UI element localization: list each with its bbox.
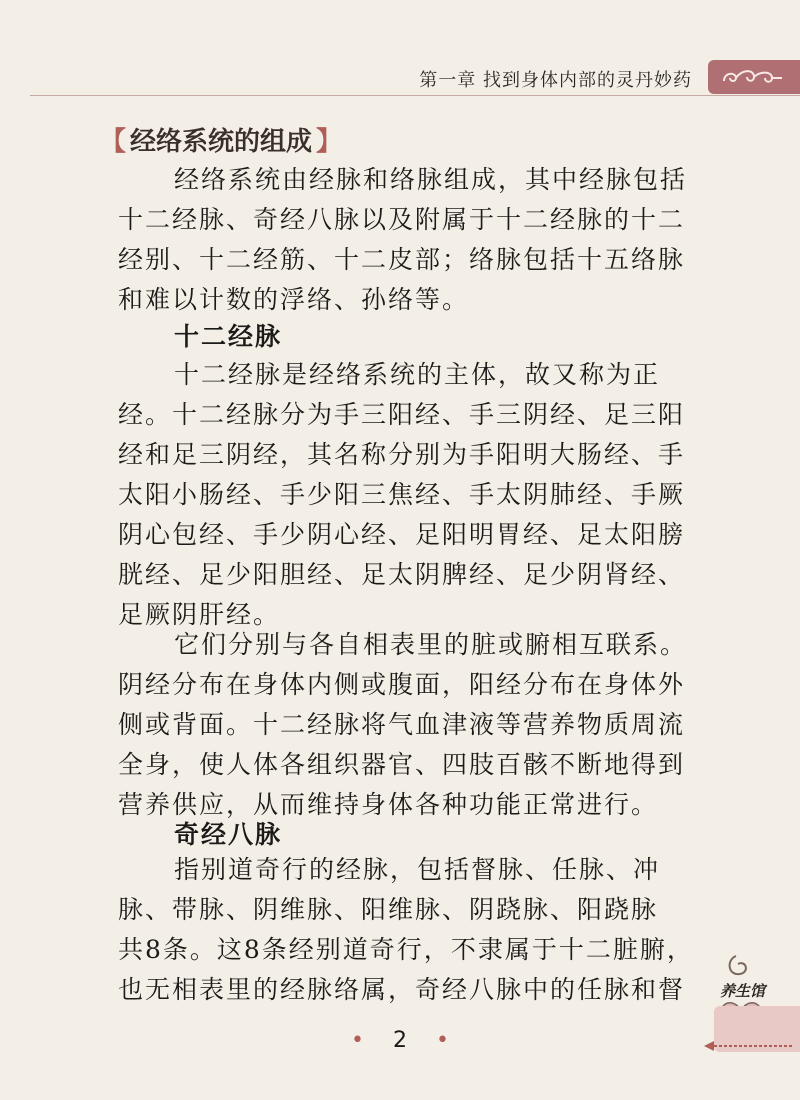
text-line: 经和足三阴经，其名称分别为手阳明大肠经、手 [118,440,686,469]
page-number-row [0,1028,800,1053]
text-line: 足厥阴肝经。 [118,600,281,629]
text-line: 它们分别与各自相表里的脏或腑相互联系。 [174,630,688,659]
text-line: 全身，使人体各组织器官、四肢百骸不断地得到 [118,750,686,779]
page-dot-left: • [351,1028,364,1053]
page-number: 2 [393,1028,407,1053]
text-line: 共8条。这8条经别道奇行，不隶属于十二脏腑， [118,935,694,964]
text-line: 指别道奇行的经脉，包括督脉、任脉、冲 [174,855,661,884]
text-line: 十二经脉、奇经八脉以及附属于十二经脉的十二 [118,205,686,234]
text-line: 胱经、足少阳胆经、足太阴脾经、足少阴肾经、 [118,560,686,589]
chapter-title: 第一章 找到身体内部的灵丹妙药 [419,70,692,91]
section-heading-text: 经络系统的组成 [130,127,313,157]
twelve-meridians-paragraph [118,355,698,635]
section-heading [100,121,342,158]
subheading-twelve-meridians: 十二经脉 [174,322,283,351]
text-line: 太阳小肠经、手少阳三焦经、手太阴肺经、手厥 [118,480,686,509]
emblem-label: 养生馆 [720,982,766,1000]
cloud-ornament-icon [720,66,786,88]
text-line: 营养供应，从而维持身体各种功能正常进行。 [118,790,659,819]
subheading-eight-extra-meridians: 奇经八脉 [174,820,283,849]
intro-paragraph [118,160,698,320]
header-ornament-tab [708,60,800,94]
text-line: 经络系统由经脉和络脉组成，其中经脉包括 [174,165,688,194]
text-line: 和难以计数的浮络、孙络等。 [118,285,470,314]
heading-bracket-left: 【 [100,127,127,157]
text-line: 脉、带脉、阴维脉、阳维脉、阴跷脉、阳跷脉 [118,895,659,924]
eight-extra-meridians-paragraph [118,850,698,1010]
text-line: 阴经分布在身体内侧或腹面，阳经分布在身体外 [118,670,686,699]
heading-bracket-right: 】 [316,127,343,157]
page-dot-right: • [436,1028,449,1053]
header-divider [30,95,800,96]
text-line: 十二经脉是经络系统的主体，故又称为正 [174,360,661,389]
text-line: 经。十二经脉分为手三阳经、手三阴经、足三阳 [118,400,686,429]
text-line: 侧或背面。十二经脉将气血津液等营养物质周流 [118,710,686,739]
twelve-meridians-paragraph-2 [118,625,698,825]
text-line: 经别、十二经筋、十二皮部；络脉包括十五络脉 [118,245,686,274]
text-line: 也无相表里的经脉络属，奇经八脉中的任脉和督 [118,975,686,1004]
text-line: 阴心包经、手少阴心经、足阳明胃经、足太阳膀 [118,520,686,549]
